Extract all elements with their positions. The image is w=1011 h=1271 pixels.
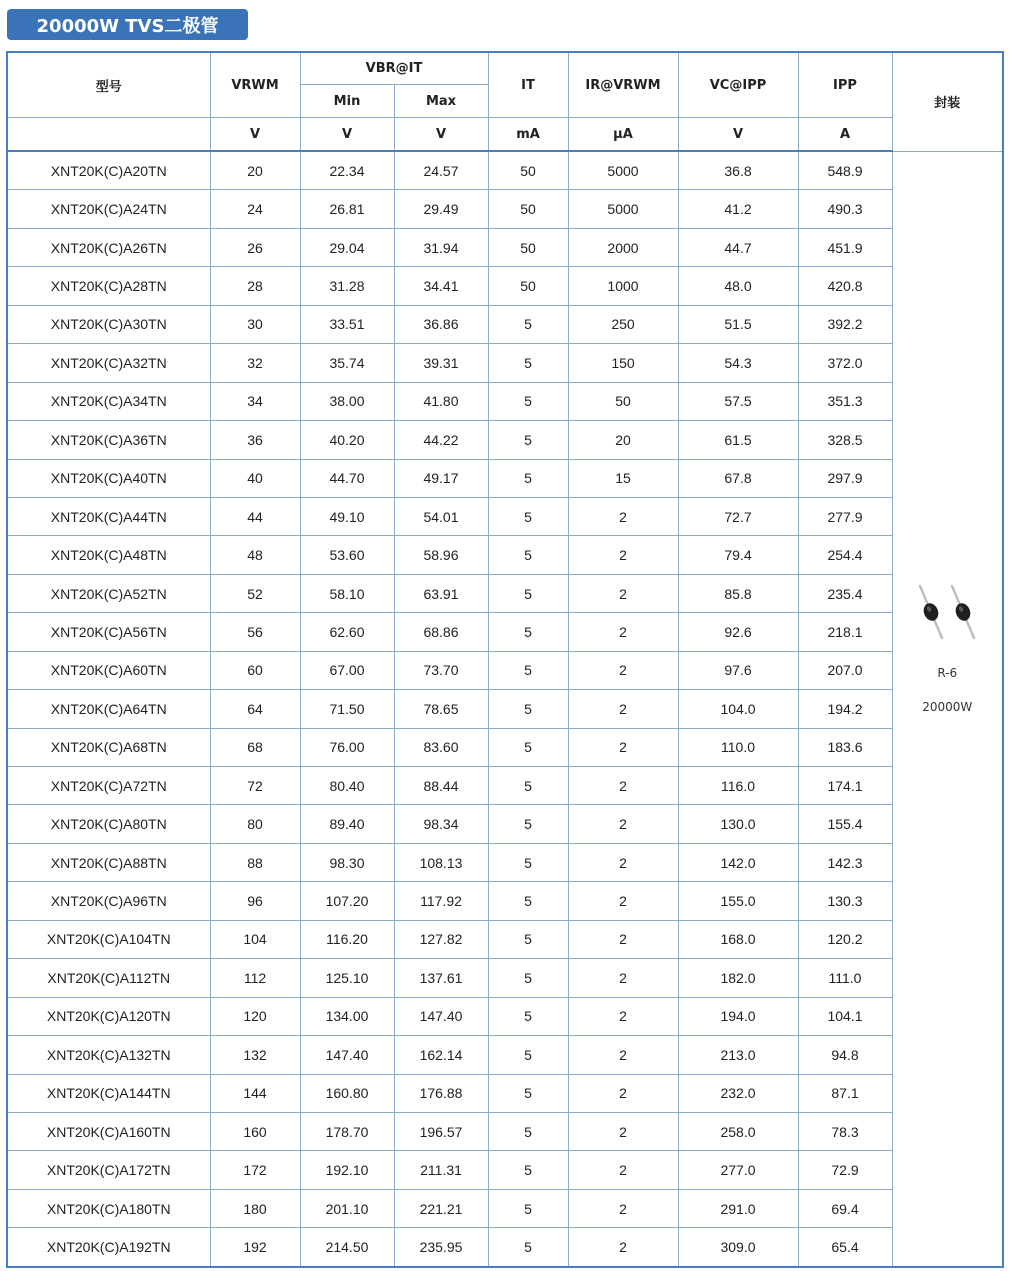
cell-it: 5	[488, 805, 568, 843]
cell-ipp: 392.2	[798, 305, 892, 343]
unit-vbr-max: V	[394, 118, 488, 152]
table-row	[7, 497, 1003, 535]
cell-it: 5	[488, 1189, 568, 1227]
unit-vbr-min: V	[300, 118, 394, 152]
cell-ipp: 490.3	[798, 190, 892, 228]
table-row	[7, 421, 1003, 459]
cell-model: XNT20K(C)A88TN	[7, 843, 210, 881]
cell-vbr-min: 38.00	[300, 382, 394, 420]
cell-vrwm: 28	[210, 267, 300, 305]
cell-ir: 5000	[568, 151, 678, 190]
cell-it: 5	[488, 1112, 568, 1150]
cell-ir: 2	[568, 1036, 678, 1074]
cell-vc: 51.5	[678, 305, 798, 343]
cell-it: 5	[488, 497, 568, 535]
cell-vc: 85.8	[678, 574, 798, 612]
cell-ipp: 155.4	[798, 805, 892, 843]
cell-vbr-max: 137.61	[394, 959, 488, 997]
cell-vbr-max: 162.14	[394, 1036, 488, 1074]
cell-vc: 61.5	[678, 421, 798, 459]
cell-vc: 67.8	[678, 459, 798, 497]
table-row	[7, 690, 1003, 728]
cell-vrwm: 40	[210, 459, 300, 497]
cell-vc: 194.0	[678, 997, 798, 1035]
cell-ipp: 120.2	[798, 920, 892, 958]
cell-vbr-min: 71.50	[300, 690, 394, 728]
cell-vrwm: 68	[210, 728, 300, 766]
cell-vbr-max: 44.22	[394, 421, 488, 459]
cell-ir: 2000	[568, 228, 678, 266]
table-row	[7, 228, 1003, 266]
cell-vbr-min: 201.10	[300, 1189, 394, 1227]
cell-vrwm: 44	[210, 497, 300, 535]
table-row	[7, 459, 1003, 497]
cell-ir: 2	[568, 1074, 678, 1112]
cell-model: XNT20K(C)A40TN	[7, 459, 210, 497]
cell-vc: 130.0	[678, 805, 798, 843]
cell-model: XNT20K(C)A132TN	[7, 1036, 210, 1074]
cell-ir: 2	[568, 843, 678, 881]
cell-model: XNT20K(C)A192TN	[7, 1228, 210, 1267]
table-row	[7, 767, 1003, 805]
cell-vc: 213.0	[678, 1036, 798, 1074]
axial-diode-icon	[912, 582, 982, 644]
cell-ir: 2	[568, 497, 678, 535]
table-row	[7, 382, 1003, 420]
table-row	[7, 651, 1003, 689]
cell-vrwm: 32	[210, 344, 300, 382]
cell-ipp: 69.4	[798, 1189, 892, 1227]
table-row	[7, 190, 1003, 228]
cell-ir: 2	[568, 1189, 678, 1227]
cell-vrwm: 180	[210, 1189, 300, 1227]
cell-model: XNT20K(C)A56TN	[7, 613, 210, 651]
cell-vbr-max: 24.57	[394, 151, 488, 190]
package-info	[893, 582, 1003, 714]
header-package: 封装	[892, 52, 1003, 151]
cell-vbr-max: 83.60	[394, 728, 488, 766]
cell-vbr-max: 108.13	[394, 843, 488, 881]
cell-ipp: 94.8	[798, 1036, 892, 1074]
cell-vbr-min: 35.74	[300, 344, 394, 382]
table-row	[7, 1151, 1003, 1189]
header-it: IT	[488, 52, 568, 118]
table-row	[7, 959, 1003, 997]
cell-ipp: 277.9	[798, 497, 892, 535]
cell-ir: 2	[568, 959, 678, 997]
cell-vbr-max: 176.88	[394, 1074, 488, 1112]
cell-it: 5	[488, 344, 568, 382]
table-row	[7, 613, 1003, 651]
cell-it: 5	[488, 728, 568, 766]
cell-ipp: 420.8	[798, 267, 892, 305]
cell-vc: 168.0	[678, 920, 798, 958]
cell-vrwm: 172	[210, 1151, 300, 1189]
cell-model: XNT20K(C)A120TN	[7, 997, 210, 1035]
cell-model: XNT20K(C)A44TN	[7, 497, 210, 535]
cell-ir: 2	[568, 997, 678, 1035]
cell-ir: 1000	[568, 267, 678, 305]
cell-model: XNT20K(C)A96TN	[7, 882, 210, 920]
cell-ipp: 72.9	[798, 1151, 892, 1189]
cell-vc: 72.7	[678, 497, 798, 535]
cell-vbr-min: 26.81	[300, 190, 394, 228]
cell-model: XNT20K(C)A172TN	[7, 1151, 210, 1189]
cell-model: XNT20K(C)A48TN	[7, 536, 210, 574]
cell-vrwm: 56	[210, 613, 300, 651]
cell-vc: 97.6	[678, 651, 798, 689]
header-vbr-min: Min	[300, 85, 394, 118]
cell-it: 5	[488, 459, 568, 497]
cell-it: 50	[488, 190, 568, 228]
table-row	[7, 843, 1003, 881]
cell-ipp: 78.3	[798, 1112, 892, 1150]
spec-table	[6, 51, 1004, 1268]
cell-vrwm: 132	[210, 1036, 300, 1074]
cell-ir: 2	[568, 651, 678, 689]
cell-vrwm: 36	[210, 421, 300, 459]
cell-vrwm: 30	[210, 305, 300, 343]
cell-vc: 44.7	[678, 228, 798, 266]
cell-vc: 57.5	[678, 382, 798, 420]
table-row	[7, 151, 1003, 190]
cell-vc: 41.2	[678, 190, 798, 228]
cell-vbr-max: 78.65	[394, 690, 488, 728]
cell-vbr-min: 178.70	[300, 1112, 394, 1150]
cell-ipp: 254.4	[798, 536, 892, 574]
cell-model: XNT20K(C)A160TN	[7, 1112, 210, 1150]
cell-vbr-max: 127.82	[394, 920, 488, 958]
cell-vbr-max: 49.17	[394, 459, 488, 497]
unit-it: mA	[488, 118, 568, 152]
cell-vbr-max: 54.01	[394, 497, 488, 535]
cell-vbr-min: 147.40	[300, 1036, 394, 1074]
table-row	[7, 920, 1003, 958]
cell-vc: 116.0	[678, 767, 798, 805]
cell-it: 5	[488, 574, 568, 612]
cell-vrwm: 192	[210, 1228, 300, 1267]
cell-vrwm: 48	[210, 536, 300, 574]
cell-model: XNT20K(C)A112TN	[7, 959, 210, 997]
cell-ipp: 328.5	[798, 421, 892, 459]
cell-it: 5	[488, 1151, 568, 1189]
cell-vc: 79.4	[678, 536, 798, 574]
cell-ipp: 174.1	[798, 767, 892, 805]
header-vbr-group: VBR@IT	[300, 52, 488, 85]
cell-model: XNT20K(C)A72TN	[7, 767, 210, 805]
header-ipp: IPP	[798, 52, 892, 118]
cell-ipp: 235.4	[798, 574, 892, 612]
cell-model: XNT20K(C)A34TN	[7, 382, 210, 420]
cell-model: XNT20K(C)A180TN	[7, 1189, 210, 1227]
cell-model: XNT20K(C)A28TN	[7, 267, 210, 305]
cell-ir: 2	[568, 613, 678, 651]
cell-vbr-min: 31.28	[300, 267, 394, 305]
cell-it: 5	[488, 613, 568, 651]
cell-model: XNT20K(C)A30TN	[7, 305, 210, 343]
cell-vbr-min: 134.00	[300, 997, 394, 1035]
cell-ir: 5000	[568, 190, 678, 228]
cell-model: XNT20K(C)A52TN	[7, 574, 210, 612]
table-row	[7, 305, 1003, 343]
cell-vc: 48.0	[678, 267, 798, 305]
cell-vbr-max: 211.31	[394, 1151, 488, 1189]
cell-vbr-max: 63.91	[394, 574, 488, 612]
table-row	[7, 574, 1003, 612]
unit-vrwm: V	[210, 118, 300, 152]
cell-ipp: 194.2	[798, 690, 892, 728]
cell-vc: 110.0	[678, 728, 798, 766]
cell-vbr-max: 31.94	[394, 228, 488, 266]
cell-it: 5	[488, 536, 568, 574]
table-row	[7, 344, 1003, 382]
cell-it: 5	[488, 767, 568, 805]
cell-it: 5	[488, 382, 568, 420]
cell-vrwm: 144	[210, 1074, 300, 1112]
unit-ipp: A	[798, 118, 892, 152]
cell-vbr-min: 62.60	[300, 613, 394, 651]
cell-vc: 309.0	[678, 1228, 798, 1267]
cell-ipp: 218.1	[798, 613, 892, 651]
table-row	[7, 1036, 1003, 1074]
table-row	[7, 1228, 1003, 1267]
cell-ipp: 548.9	[798, 151, 892, 190]
cell-vrwm: 60	[210, 651, 300, 689]
cell-ir: 20	[568, 421, 678, 459]
cell-ir: 2	[568, 728, 678, 766]
cell-ir: 2	[568, 1151, 678, 1189]
cell-model: XNT20K(C)A68TN	[7, 728, 210, 766]
cell-vrwm: 72	[210, 767, 300, 805]
cell-model: XNT20K(C)A32TN	[7, 344, 210, 382]
cell-vbr-min: 80.40	[300, 767, 394, 805]
cell-vbr-min: 98.30	[300, 843, 394, 881]
cell-vbr-min: 125.10	[300, 959, 394, 997]
cell-vrwm: 112	[210, 959, 300, 997]
cell-ipp: 183.6	[798, 728, 892, 766]
table-row	[7, 997, 1003, 1035]
header-model: 型号	[7, 52, 210, 118]
cell-ir: 15	[568, 459, 678, 497]
cell-ipp: 142.3	[798, 843, 892, 881]
cell-vrwm: 26	[210, 228, 300, 266]
cell-ir: 2	[568, 920, 678, 958]
cell-ir: 2	[568, 882, 678, 920]
cell-vbr-max: 221.21	[394, 1189, 488, 1227]
header-vrwm: VRWM	[210, 52, 300, 118]
cell-ipp: 372.0	[798, 344, 892, 382]
cell-vrwm: 52	[210, 574, 300, 612]
cell-vrwm: 34	[210, 382, 300, 420]
cell-ir: 2	[568, 1112, 678, 1150]
unit-vc: V	[678, 118, 798, 152]
cell-vbr-max: 34.41	[394, 267, 488, 305]
cell-vbr-min: 53.60	[300, 536, 394, 574]
unit-model	[7, 118, 210, 152]
cell-vbr-min: 107.20	[300, 882, 394, 920]
cell-ir: 2	[568, 805, 678, 843]
cell-vc: 277.0	[678, 1151, 798, 1189]
cell-it: 5	[488, 920, 568, 958]
cell-vrwm: 104	[210, 920, 300, 958]
table-row	[7, 1112, 1003, 1150]
package-name: R-6	[937, 665, 958, 680]
cell-ipp: 104.1	[798, 997, 892, 1035]
cell-model: XNT20K(C)A64TN	[7, 690, 210, 728]
cell-vbr-min: 89.40	[300, 805, 394, 843]
cell-vbr-min: 22.34	[300, 151, 394, 190]
cell-vc: 258.0	[678, 1112, 798, 1150]
cell-ir: 2	[568, 690, 678, 728]
cell-vbr-max: 29.49	[394, 190, 488, 228]
cell-ir: 150	[568, 344, 678, 382]
cell-it: 5	[488, 843, 568, 881]
cell-model: XNT20K(C)A104TN	[7, 920, 210, 958]
cell-vbr-min: 76.00	[300, 728, 394, 766]
cell-vc: 54.3	[678, 344, 798, 382]
cell-it: 5	[488, 882, 568, 920]
cell-vbr-min: 44.70	[300, 459, 394, 497]
cell-vbr-min: 116.20	[300, 920, 394, 958]
cell-vrwm: 64	[210, 690, 300, 728]
cell-model: XNT20K(C)A20TN	[7, 151, 210, 190]
cell-vbr-max: 98.34	[394, 805, 488, 843]
header-vc: VC@IPP	[678, 52, 798, 118]
cell-vbr-min: 40.20	[300, 421, 394, 459]
cell-vbr-min: 29.04	[300, 228, 394, 266]
table-row	[7, 882, 1003, 920]
cell-ipp: 130.3	[798, 882, 892, 920]
header-vbr-max: Max	[394, 85, 488, 118]
cell-model: XNT20K(C)A26TN	[7, 228, 210, 266]
cell-vc: 182.0	[678, 959, 798, 997]
cell-model: XNT20K(C)A80TN	[7, 805, 210, 843]
cell-ipp: 87.1	[798, 1074, 892, 1112]
table-row	[7, 805, 1003, 843]
cell-vc: 104.0	[678, 690, 798, 728]
cell-vrwm: 80	[210, 805, 300, 843]
page-title: 20000W TVS二极管	[7, 9, 248, 40]
package-cell	[892, 151, 1003, 1267]
cell-ir: 2	[568, 767, 678, 805]
cell-vbr-min: 58.10	[300, 574, 394, 612]
cell-vbr-max: 68.86	[394, 613, 488, 651]
cell-vc: 142.0	[678, 843, 798, 881]
table-row	[7, 1074, 1003, 1112]
cell-vc: 155.0	[678, 882, 798, 920]
unit-ir: μA	[568, 118, 678, 152]
header-ir: IR@VRWM	[568, 52, 678, 118]
table-row	[7, 267, 1003, 305]
cell-it: 5	[488, 305, 568, 343]
cell-ipp: 351.3	[798, 382, 892, 420]
cell-it: 50	[488, 228, 568, 266]
cell-vrwm: 96	[210, 882, 300, 920]
cell-vrwm: 24	[210, 190, 300, 228]
cell-vbr-min: 160.80	[300, 1074, 394, 1112]
cell-vbr-max: 73.70	[394, 651, 488, 689]
cell-vbr-min: 33.51	[300, 305, 394, 343]
cell-vbr-max: 58.96	[394, 536, 488, 574]
cell-ipp: 111.0	[798, 959, 892, 997]
cell-vc: 232.0	[678, 1074, 798, 1112]
cell-vbr-min: 67.00	[300, 651, 394, 689]
cell-it: 50	[488, 267, 568, 305]
cell-vbr-min: 214.50	[300, 1228, 394, 1267]
cell-it: 5	[488, 1074, 568, 1112]
cell-model: XNT20K(C)A60TN	[7, 651, 210, 689]
cell-vbr-max: 196.57	[394, 1112, 488, 1150]
cell-vbr-min: 192.10	[300, 1151, 394, 1189]
cell-vc: 36.8	[678, 151, 798, 190]
cell-ipp: 297.9	[798, 459, 892, 497]
cell-ir: 2	[568, 536, 678, 574]
cell-vrwm: 88	[210, 843, 300, 881]
cell-vbr-max: 41.80	[394, 382, 488, 420]
package-power: 20000W	[922, 699, 973, 714]
cell-vc: 291.0	[678, 1189, 798, 1227]
cell-it: 5	[488, 959, 568, 997]
cell-it: 5	[488, 651, 568, 689]
cell-model: XNT20K(C)A144TN	[7, 1074, 210, 1112]
cell-vbr-max: 39.31	[394, 344, 488, 382]
cell-vbr-max: 235.95	[394, 1228, 488, 1267]
cell-it: 5	[488, 690, 568, 728]
cell-ipp: 451.9	[798, 228, 892, 266]
cell-it: 50	[488, 151, 568, 190]
cell-ir: 250	[568, 305, 678, 343]
table-row	[7, 536, 1003, 574]
cell-vbr-min: 49.10	[300, 497, 394, 535]
cell-it: 5	[488, 421, 568, 459]
cell-it: 5	[488, 997, 568, 1035]
cell-vbr-max: 88.44	[394, 767, 488, 805]
cell-ir: 2	[568, 574, 678, 612]
cell-ir: 50	[568, 382, 678, 420]
table-row	[7, 728, 1003, 766]
cell-vbr-max: 147.40	[394, 997, 488, 1035]
table-body	[7, 151, 1003, 1267]
cell-vbr-max: 36.86	[394, 305, 488, 343]
cell-vbr-max: 117.92	[394, 882, 488, 920]
table-row	[7, 1189, 1003, 1227]
cell-it: 5	[488, 1228, 568, 1267]
cell-model: XNT20K(C)A36TN	[7, 421, 210, 459]
cell-vrwm: 20	[210, 151, 300, 190]
cell-ipp: 65.4	[798, 1228, 892, 1267]
cell-it: 5	[488, 1036, 568, 1074]
cell-vrwm: 160	[210, 1112, 300, 1150]
cell-vrwm: 120	[210, 997, 300, 1035]
cell-ipp: 207.0	[798, 651, 892, 689]
cell-ir: 2	[568, 1228, 678, 1267]
cell-vc: 92.6	[678, 613, 798, 651]
cell-model: XNT20K(C)A24TN	[7, 190, 210, 228]
